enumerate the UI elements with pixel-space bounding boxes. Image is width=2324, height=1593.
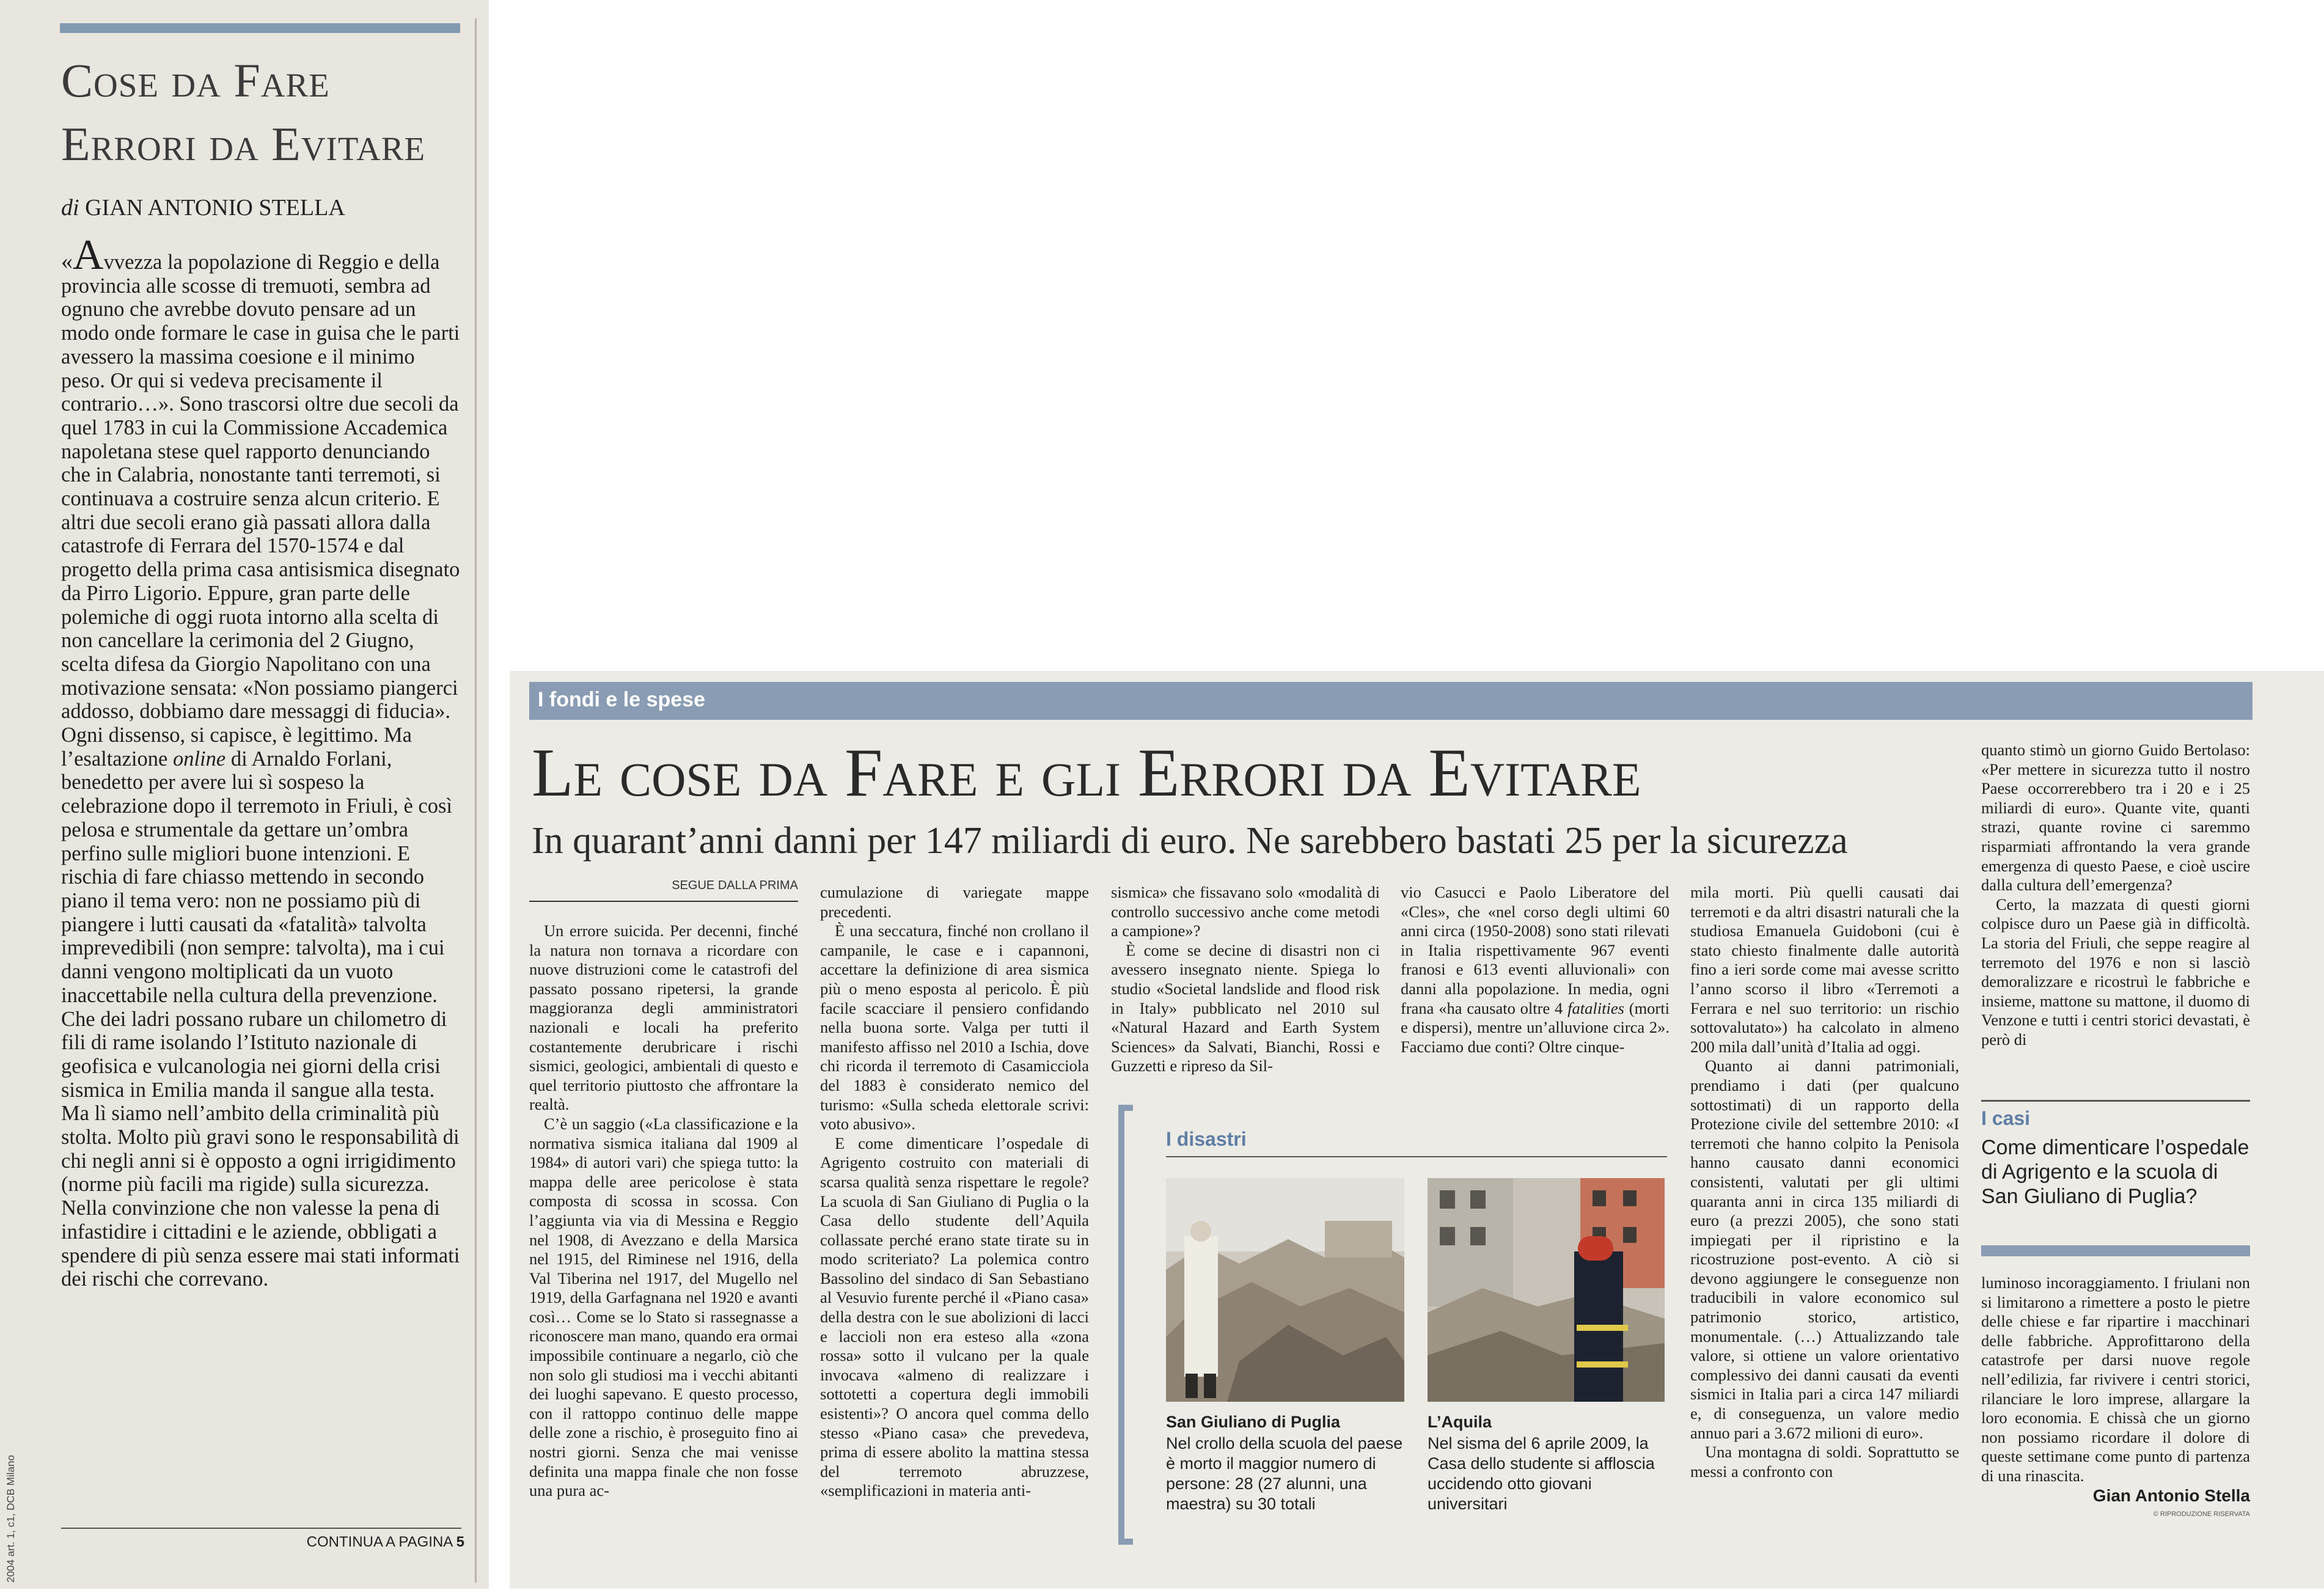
disastri-bracket <box>1118 1105 1133 1545</box>
photo-laquila <box>1428 1178 1665 1402</box>
title-line-1: Cose da Fare <box>61 54 330 107</box>
article-body-left <box>61 232 461 1526</box>
segue-label: SEGUE DALLA PRIMA <box>672 879 798 892</box>
segue-rule <box>529 901 798 902</box>
text-column-6-bottom <box>1981 1273 2250 1525</box>
paragraph: C’è un saggio («La classificazione e la normativa sismica italiana dal 1909 al 1984» di autori vari) che spiega tutto: la mappa delle aree pericolose è stata composta di scossa in scossa. Con l’aggiunta via via di Messina e Reggio nel 1908, di Avezzano e della Marsica nel 1915, del Riminese nel 1916, della Val Tiberina nel 1917, del Mugello nel 1919, della Garfagnana nel 1920 e avanti così… Come se lo Stato si rassegnasse a riconoscere man mano, quando era ormai impossibile continuare a negarlo, ciò che non solo gli studiosi ma i vecchi abitanti dei luoghi sapevano. E questo processo, con il rattoppo continuo delle mappe delle zone a rischio, è proseguito fino ai nostri giorni. Senza che mai venisse definita una mappa finale che non fosse una pura ac- <box>529 1114 798 1500</box>
body-italic: online <box>172 747 226 771</box>
drop-cap: A <box>73 232 104 279</box>
paragraph: sismica» che fissavano solo «modalità di controllo successivo anche come metodi a campione»? <box>1111 883 1380 940</box>
side-note: 2004 art. 1, c1, DCB Milano <box>5 1455 16 1583</box>
byline-name: GIAN ANTONIO STELLA <box>85 195 345 221</box>
paragraph: È una seccatura, finché non crollano il campanile, le case e i capannoni, accettare la definizione di area sismica più o meno esposta al pericolo. È più facile scacciare il pensiero confidando nella buona sorte. Valga per tutti il manifesto affisso nel 2010 a Ischia, dove chi ricorda il terremoto di Casamicciola del 1883 è considerato nemico del turismo: «Sulla scheda elettorale scrivi: voto abusivo». <box>820 921 1089 1133</box>
text-column-5 <box>1690 883 1959 1481</box>
paragraph: vio Casucci e Paolo Liberatore del «Cles», che «nel corso degli ultimi 60 anni circa (1950-2008) sono stati rilevati in Italia rispettivamente 967 eventi franosi e 613 eventi alluvionali» con danni alla popolazione. In media, ogni frana «ha causato oltre 4 fatalities (morti e dispersi), mentre un’alluvione circa 2». Facciamo due conti? Oltre cinque- <box>1401 883 1670 1056</box>
paragraph: Quanto ai danni patrimoniali, prendiamo i dati (per qualcuno sottostimati) di un rapporto della Protezione civile del settembre 2010: «I terremoti che hanno colpito la Penisola hanno causato danni economici consistenti, valutati per gli ultimi quaranta anni in circa 135 miliardi di euro (a prezzi 2005), che sono stati impiegati per il ripristino e la ricostruzione post-evento. A ciò si devono aggiungere le conseguenze non traducibili in valore economico sul patrimonio storico, artistico, monumentale. (…) Attualizzando tale valore, si ottiene un valore orientativo complessivo dei danni causati da eventi sismici in Italia pari a circa 147 miliardi e, di conseguenza, un valore medio annuo pari a 3.672 milioni di euro». <box>1690 1057 1959 1442</box>
continua-text: CONTINUA A PAGINA <box>306 1534 452 1550</box>
photo1-caption: Nel crollo della scuola del paese è morto il maggior numero di persone: 28 (27 alunni, una maestra) su 30 totali <box>1166 1434 1403 1513</box>
body-text-b: di Arnaldo Forlani, benedetto per avere lui sì sospeso la celebrazione dopo il terremoto in Friuli, è così pelosa e strumentale da gettare un’ombra perfino sulle migliori buone intenzioni. E rischia di fare chiasso mettendo in secondo piano il tema vero: non ne possiamo più di piangere i lutti causati da «fatalità» talvolta imprevedibili (non sempre: talvolta), ma i cui danni vengono moltiplicati da un vuoto inaccettabile nella cultura della prevenzione. Che dei ladri possano rubare un chilometro di fili di rame isolando l’Istituto nazionale di geofisica e vulcanologia nei giorni della crisi sismica in Emilia manda il sangue alla testa. Ma lì siamo nell’ambito della criminalità più stolta. Molto più gravi sono le responsabilità di chi negli anni si è opposto a ogni irrigidimento (norme più facili ma rigide) sulla sicurezza. Nella convinzione che non valesse la pena di infastidire i cittadini e le aziende, obbligati a spendere di più senza essere mai stati informati dei rischi che correvano. <box>61 747 460 1291</box>
bottom-rule <box>61 1528 461 1529</box>
title-line-2: Errori da Evitare <box>61 117 426 170</box>
article-subtitle: In quarant’anni danni per 147 miliardi di euro. Ne sarebbero bastati 25 per la sicurezza <box>532 820 1848 862</box>
text-column-2 <box>820 883 1089 1501</box>
section-label: I fondi e le spese <box>538 688 705 711</box>
paragraph: Certo, la mazzata di questi giorni colpisce duro un Paese già in difficoltà. La storia del Friuli, che seppe reagire al terremoto del 1976 e non si lasciò demoralizzare e ricostruì le fabbriche e insieme, mattone su mattone, il duomo di Venzone e tutti i centri storici devastati, è però di <box>1981 895 2250 1049</box>
paragraph: mila morti. Più quelli causati dai terremoti e da altri disastri naturali che la studiosa Emanuela Guidoboni (cui è stato chiesto finalmente dalle autorità fino a ieri sorde come mai avesse scritto l’anno scorso il libro «Terremoti a Ferrara e nel suo territorio: un rischio sottovalutato») ha calcolato in almeno 200 mila dall’unità d’Italia ad oggi. <box>1690 883 1959 1056</box>
continua-page: 5 <box>456 1534 464 1550</box>
text-column-1 <box>529 921 798 1501</box>
section-band <box>529 682 2253 720</box>
casi-band <box>1981 1245 2250 1256</box>
article-title-right: Le cose da Fare e gli Errori da Evitare <box>532 735 1641 811</box>
article-title-left <box>61 49 464 176</box>
rubble-photo-2 <box>1428 1178 1665 1402</box>
paragraph: Una montagna di soldi. Soprattutto se messi a confronto con <box>1690 1443 1959 1481</box>
casi-text: Come dimenticare l’ospedale di Agrigento e la scuola di San Giuliano di Puglia? <box>1981 1136 2249 1208</box>
text-column-3 <box>1111 883 1380 1076</box>
paragraph: quanto stimò un giorno Guido Bertolaso: «Per mettere in sicurezza tutto il nostro Paese occorrerebbero tra i 20 e i 25 miliardi di euro». Quante vite, quanti strazi, quante rovine ci saremmo risparmiati affrontando la vera grande emergenza di questo Paese, e cioè uscire dalla cultura dell’emergenza? <box>1981 741 2250 895</box>
paragraph: Un errore suicida. Per decenni, finché la natura non tornava a ricordare con nuove distruzioni come le catastrofi del passato possano ripetersi, la grande maggioranza degli amministratori nazionali e locali ha preferito costantemente derubricare i rischi sismici, geologici, ambientali di questo e quel territorio piuttosto che affrontare la realtà. <box>529 921 798 1114</box>
disastri-rule <box>1166 1156 1667 1157</box>
body-text-a: vvezza la popolazione di Reggio e della provincia alle scosse di tremuoti, sembra ad ognuno che avrebbe dovuto pensare ad un modo onde formare le case in guisa che le parti avessero la massima coesione e il minimo peso. Or qui si vedeva precisamente il contrario…». Sono trascorsi oltre due secoli da quel 1783 in cui la Commissione Accademica napoletana stese quel rapporto denunciando che in Calabria, nonostante tanti terremoti, si continuava a costruire senza alcun criterio. E altri due secoli erano già passati allora dalla catastrofe di Ferrara del 1570-1574 e dal progetto della prima casa antisismica disegnato da Pirro Ligorio. Eppure, gran parte delle polemiche di oggi ruota intorno alla scelta di non cancellare la cerimonia del 2 Giugno, scelta difesa da Giorgio Napolitano con una motivazione sensata: «Non possiamo piangerci addosso, dobbiamo dare messaggi di fiducia». Ogni dissenso, si capisce, è legittimo. Ma l’esaltazione <box>61 251 460 771</box>
body-paragraph <box>61 232 461 1291</box>
paragraph: luminoso incoraggiamento. I friulani non si limitarono a rimettere a posto le pietre delle chiese e far ripartire i macchinari delle fabbriche. Approfittarono della catastrofe per darsi nuove regole nell’edilizia, far rivivere i centri storici, rilanciare le loro imprese, allargare la loro economia. E chissà che un giorno non possiamo ricordare il dolore di queste settimane come punto di partenza di una rinascita. <box>1981 1273 2250 1485</box>
byline <box>61 194 464 221</box>
column-divider <box>475 18 477 1583</box>
top-rule <box>60 23 460 33</box>
photo-san-giuliano <box>1166 1178 1404 1402</box>
rubble-photo-1 <box>1166 1178 1404 1402</box>
casi-label: I casi <box>1981 1107 2031 1129</box>
disastri-label: I disastri <box>1166 1128 1247 1150</box>
casi-rule <box>1981 1100 2250 1102</box>
paragraph: È come se decine di disastri non ci avessero insegnato niente. Spiega lo studio «Societal landslide and flood risk in Italy» pubblicato nel 2010 sul «Natural Hazard and Earth System Sciences» da Salvati, Bianchi, Rossi e Guzzetti e ripreso da Sil- <box>1111 940 1380 1075</box>
paragraph: E come dimenticare l’ospedale di Agrigento costruito con materiali di scarsa qualità senza rispettare le regole? La scuola di San Giuliano di Puglia o la Casa dello studente dell’Aquila collassate perché erano state tirate su in modo scriteriato? La polemica contro Bassolino del sindaco di San Sebastiano al Vesuvio furente perché il «Piano casa» della destra con le sue abolizioni di lacci e laccioli non era esteso alla «zona rossa» sotto il vulcano per la quale invocava «almeno di realizzare i sottotetti a copertura degli immobili esistenti»? O ancora quel comma dello stesso «Piano casa» che prevedeva, prima di essere abolito la mattina stessa del terremoto abruzzese, «semplificazioni in materia anti- <box>820 1133 1089 1500</box>
text-column-6-top <box>1981 741 2250 1050</box>
photo1-title: San Giuliano di Puglia <box>1166 1413 1341 1431</box>
photo2-caption: Nel sisma del 6 aprile 2009, la Casa dello studente si affloscia uccidendo otto giovani universitari <box>1428 1434 1655 1513</box>
paragraph: cumulazione di variegate mappe precedenti. <box>820 883 1089 921</box>
byline-prefix: di <box>61 195 79 221</box>
text-column-4 <box>1401 883 1670 1057</box>
italic-word: fatalities <box>1567 998 1624 1017</box>
signature: Gian Antonio Stella <box>2092 1485 2250 1505</box>
open-quote: « <box>61 249 73 274</box>
photo2-title: L’Aquila <box>1428 1413 1492 1431</box>
continua-link[interactable] <box>299 1534 464 1551</box>
copyright: © RIPRODUZIONE RISERVATA <box>2153 1511 2250 1518</box>
